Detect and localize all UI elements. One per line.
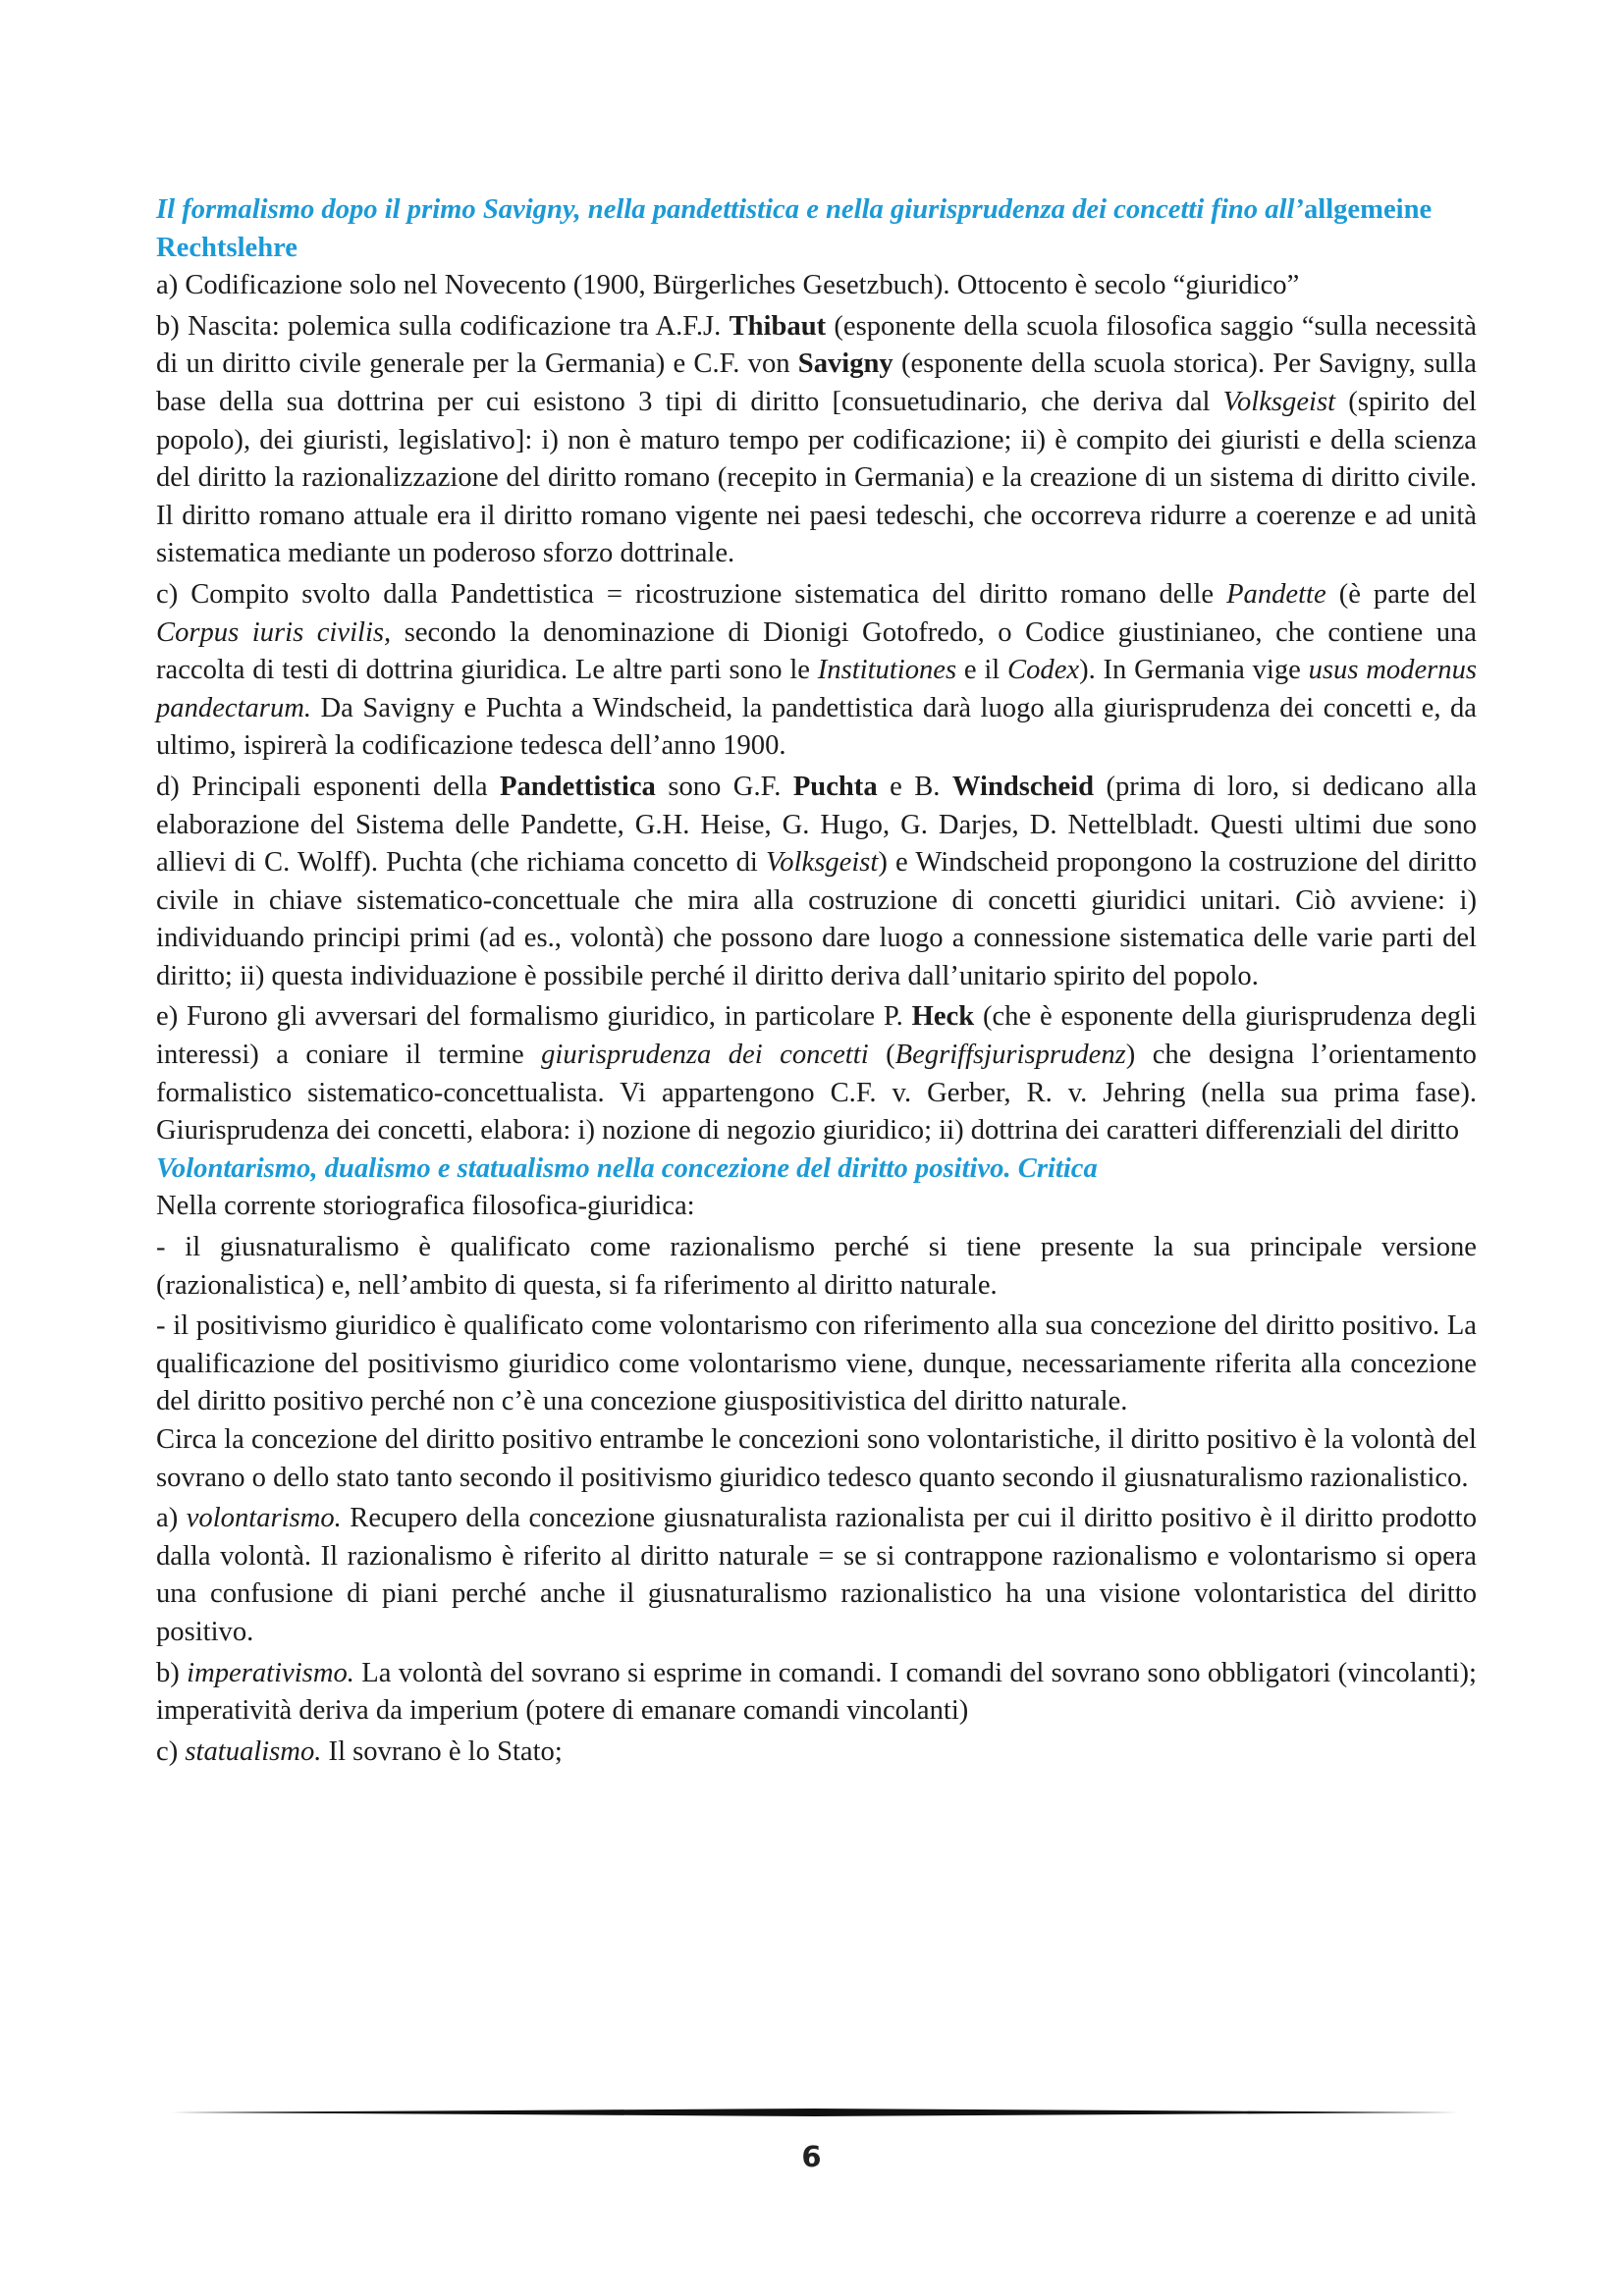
item-imperativismo: b) imperativismo. La volontà del sovrano si esprime in comandi. I comandi del sovrano sono obbligatori (vincolanti); imperatività deriva da imperium (potere di emanare comandi vincolanti) — [156, 1657, 1477, 1727]
item-volontarismo: a) volontarismo. Recupero della concezione giusnaturalista razionalista per cui il diritto positivo è il diritto prodotto dalla volontà. Il razionalismo è riferito al diritto naturale = se si contrappone razionalismo e volontarismo si opera una confusione di piani perché anche il giusnaturalismo razionalistico ha una visione volontaristica del diritto positivo. — [156, 1503, 1477, 1647]
item-statualismo: c) statualismo. Il sovrano è lo Stato; — [156, 1735, 563, 1767]
intro-line: Nella corrente storiografica filosofica-giuridica: — [156, 1191, 695, 1222]
section-heading-formalismo: Il formalismo dopo il primo Savigny, nella pandettistica e nella giurisprudenza dei concetti fino all’allgemeine Rechtslehre — [156, 194, 1433, 263]
section-heading-volontarismo: Volontarismo, dualismo e statualismo nella concezione del diritto positivo. Critica — [156, 1152, 1098, 1184]
page-content — [156, 191, 1477, 1771]
paragraph-d: d) Principali esponenti della Pandettistica sono G.F. Puchta e B. Windscheid (prima di loro, si dedicano alla elaborazione del Sistema delle Pandette, G.H. Heise, G. Hugo, G. Darjes, D. Nettelbladt. Questi ultimi due sono allievi di C. Wolff). Puchta (che richiama concetto di Volksgeist) e Windscheid propongono la costruzione del diritto civile in chiave sistematico-concettuale che mira alla costruzione di concetti giuridici unitari. Ciò avviene: i) individuando principi primi (ad es., volontà) che possono dare luogo a connessione sistematica delle varie parti del diritto; ii) questa individuazione è possibile perché il diritto deriva dall’unitario spirito del popolo. — [156, 771, 1478, 991]
page-number: 6 — [801, 2140, 822, 2173]
footer-divider-line — [172, 2109, 1458, 2116]
paragraph-circa: Circa la concezione del diritto positivo entrambe le concezioni sono volontaristiche, il diritto positivo è la volontà del sovrano o dello stato tanto secondo il positivismo giuridico tedesco quanto secondo il giusnaturalismo razionalistico. — [156, 1424, 1477, 1493]
bullet-giusnaturalismo: - il giusnaturalismo è qualificato come razionalismo perché si tiene presente la sua principale versione (razionalistica) e, nell’ambito di questa, si fa riferimento al diritto naturale. — [156, 1232, 1477, 1301]
paragraph-b: b) Nascita: polemica sulla codificazione tra A.F.J. Thibaut (esponente della scuola filosofica saggio “sulla necessità di un diritto civile generale per la Germania) e C.F. von Savigny (esponente della scuola storica). Per Savigny, sulla base della sua dottrina per cui esistono 3 tipi di diritto [consuetudinario, che deriva dal Volksgeist (spirito del popolo), dei giuristi, legislativo]: i) non è maturo tempo per codificazione; ii) è compito dei giuristi e della scienza del diritto la razionalizzazione del diritto romano (recepito in Germania) e la creazione di un sistema di diritto civile. Il diritto romano attuale era il diritto romano vigente nei paesi tedeschi, che occorreva ridurre a coerenze e ad unità sistematica mediante un poderoso sforzo dottrinale. — [156, 310, 1477, 569]
bullet-positivismo: - il positivismo giuridico è qualificato come volontarismo con riferimento alla sua concezione del diritto positivo. La qualificazione del positivismo giuridico come volontarismo viene, dunque, necessariamente riferita alla concezione del diritto positivo perché non c’è una concezione giuspositivistica del diritto naturale. — [156, 1310, 1477, 1417]
paragraph-c: c) Compito svolto dalla Pandettistica = ricostruzione sistematica del diritto romano delle Pandette (è parte del Corpus iuris civilis, secondo la denominazione di Dionigi Gotofredo, o Codice giustinianeo, che contiene una raccolta di testi di dottrina giuridica. Le altre parti sono le Institutiones e il Codex). In Germania vige usus modernus pandectarum. Da Savigny e Puchta a Windscheid, la pandettistica darà luogo alla giurisprudenza dei concetti e, da ultimo, ispirerà la codificazione tedesca dell’anno 1900. — [156, 578, 1478, 762]
paragraph-a: a) Codificazione solo nel Novecento (1900, Bürgerliches Gesetzbuch). Ottocento è secolo “giuridico” — [156, 270, 1300, 301]
footer-divider — [172, 2109, 1458, 2116]
paragraph-e: e) Furono gli avversari del formalismo giuridico, in particolare P. Heck (che è esponente della giurisprudenza degli interessi) a coniare il termine giurisprudenza dei concetti (Begriffsjurisprudenz) che designa l’orientamento formalistico sistematico-concettualista. Vi appartengono C.F. v. Gerber, R. v. Jehring (nella sua prima fase). Giurisprudenza dei concetti, elabora: i) nozione di negozio giuridico; ii) dottrina dei caratteri differenziali del diritto — [156, 1001, 1477, 1147]
